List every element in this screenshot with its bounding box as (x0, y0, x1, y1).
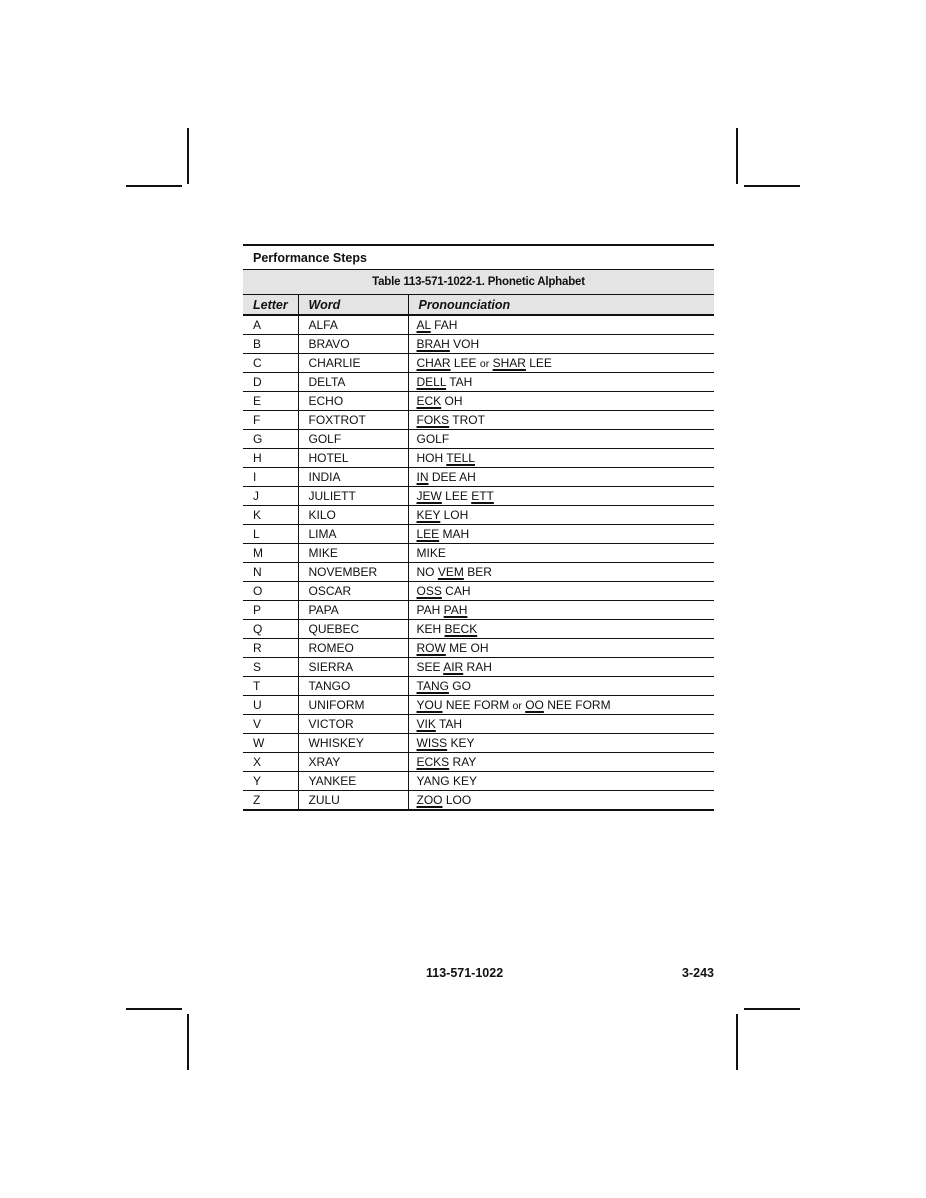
section-title: Performance Steps (243, 245, 714, 270)
pronounciation-segment: OH (441, 394, 463, 408)
table-row (243, 696, 714, 715)
table-row (243, 582, 714, 601)
letter-cell: Q (243, 620, 298, 639)
pronounciation-cell (408, 411, 714, 430)
table-row (243, 525, 714, 544)
crop-mark-bottom-left-horizontal (126, 1008, 182, 1010)
pronounciation-segment: LEE (525, 356, 552, 370)
table-row (243, 354, 714, 373)
stressed-syllable: ECKS (416, 755, 450, 769)
table-header-row (243, 295, 714, 316)
pronounciation-cell (408, 468, 714, 487)
word-cell: ROMEO (298, 639, 408, 658)
letter-cell: J (243, 487, 298, 506)
table-row (243, 639, 714, 658)
letter-cell: H (243, 449, 298, 468)
word-cell: HOTEL (298, 449, 408, 468)
stressed-syllable: YOU (416, 698, 443, 712)
table-row (243, 734, 714, 753)
pronounciation-segment: SEE (416, 660, 444, 674)
table-row (243, 449, 714, 468)
table-row (243, 392, 714, 411)
table-row (243, 791, 714, 811)
word-cell: ZULU (298, 791, 408, 811)
crop-mark-top-right-vertical (736, 128, 738, 184)
column-header-pronounciation: Pronounciation (408, 295, 714, 316)
letter-cell: W (243, 734, 298, 753)
pronounciation-segment: CAH (441, 584, 471, 598)
pronounciation-cell (408, 563, 714, 582)
stressed-syllable: PAH (443, 603, 468, 617)
pronounciation-segment: LEE (450, 356, 480, 370)
stressed-syllable: ZOO (416, 793, 443, 807)
crop-mark-top-left-vertical (187, 128, 189, 184)
stressed-syllable: FOKS (416, 413, 450, 427)
table-row (243, 506, 714, 525)
pronounciation-cell (408, 430, 714, 449)
word-cell: SIERRA (298, 658, 408, 677)
pronounciation-segment: TAH (446, 375, 473, 389)
pronounciation-segment: TROT (449, 413, 485, 427)
table-row (243, 430, 714, 449)
pronounciation-cell (408, 696, 714, 715)
letter-cell: M (243, 544, 298, 563)
table-row (243, 373, 714, 392)
crop-mark-top-right-horizontal (744, 185, 800, 187)
pronounciation-segment: YANG KEY (416, 774, 477, 788)
stressed-syllable: AIR (443, 660, 464, 674)
pronounciation-segment: DEE AH (428, 470, 476, 484)
stressed-syllable: VEM (437, 565, 464, 579)
pronounciation-cell (408, 335, 714, 354)
letter-cell: B (243, 335, 298, 354)
letter-cell: V (243, 715, 298, 734)
pronounciation-segment: GOLF (416, 432, 450, 446)
pronounciation-segment: KEH (416, 622, 445, 636)
table-row (243, 658, 714, 677)
table-row (243, 544, 714, 563)
pronounciation-segment: LEE (441, 489, 472, 503)
pronounciation-cell (408, 582, 714, 601)
word-cell: FOXTROT (298, 411, 408, 430)
pronounciation-cell (408, 373, 714, 392)
word-cell: VICTOR (298, 715, 408, 734)
word-cell: JULIETT (298, 487, 408, 506)
word-cell: WHISKEY (298, 734, 408, 753)
pronounciation-segment: or (479, 358, 490, 370)
crop-mark-bottom-left-vertical (187, 1014, 189, 1070)
pronounciation-cell (408, 791, 714, 811)
stressed-syllable: BECK (444, 622, 478, 636)
table-row (243, 487, 714, 506)
word-cell: OSCAR (298, 582, 408, 601)
pronounciation-cell (408, 772, 714, 791)
word-cell: PAPA (298, 601, 408, 620)
column-header-word: Word (298, 295, 408, 316)
word-cell: NOVEMBER (298, 563, 408, 582)
pronounciation-segment: FAH (430, 318, 458, 332)
table-row (243, 772, 714, 791)
phonetic-alphabet-table (243, 244, 714, 811)
table-row (243, 335, 714, 354)
word-cell: CHARLIE (298, 354, 408, 373)
table-caption: Table 113-571-1022-1. Phonetic Alphabet (243, 270, 714, 295)
stressed-syllable: WISS (416, 736, 448, 750)
pronounciation-segment: LOO (442, 793, 472, 807)
stressed-syllable: ETT (471, 489, 494, 503)
table-body (243, 315, 714, 810)
letter-cell: A (243, 315, 298, 335)
word-cell: INDIA (298, 468, 408, 487)
table-row (243, 468, 714, 487)
table-row (243, 315, 714, 335)
word-cell: UNIFORM (298, 696, 408, 715)
stressed-syllable: ROW (416, 641, 446, 655)
pronounciation-cell (408, 639, 714, 658)
pronounciation-segment: MAH (439, 527, 470, 541)
stressed-syllable: JEW (416, 489, 442, 503)
column-header-letter: Letter (243, 295, 298, 316)
table-row (243, 411, 714, 430)
pronounciation-segment: ME OH (445, 641, 489, 655)
section-title-row (243, 245, 714, 270)
pronounciation-segment: KEY (447, 736, 475, 750)
pronounciation-cell (408, 487, 714, 506)
crop-mark-bottom-right-vertical (736, 1014, 738, 1070)
letter-cell: K (243, 506, 298, 525)
letter-cell: S (243, 658, 298, 677)
table-row (243, 563, 714, 582)
crop-mark-top-left-horizontal (126, 185, 182, 187)
pronounciation-cell (408, 506, 714, 525)
stressed-syllable: TANG (416, 679, 449, 693)
stressed-syllable: LEE (416, 527, 440, 541)
pronounciation-cell (408, 392, 714, 411)
pronounciation-segment: LOH (440, 508, 469, 522)
letter-cell: O (243, 582, 298, 601)
stressed-syllable: ECK (416, 394, 442, 408)
pronounciation-segment: TAH (435, 717, 463, 731)
pronounciation-segment: NO (416, 565, 438, 579)
word-cell: MIKE (298, 544, 408, 563)
pronounciation-cell (408, 734, 714, 753)
pronounciation-segment: HOH (416, 451, 447, 465)
word-cell: TANGO (298, 677, 408, 696)
pronounciation-segment: VOH (449, 337, 480, 351)
crop-mark-bottom-right-horizontal (744, 1008, 800, 1010)
pronounciation-segment: MIKE (416, 546, 446, 560)
stressed-syllable: DELL (416, 375, 447, 389)
table-row (243, 620, 714, 639)
stressed-syllable: OO (525, 698, 544, 712)
letter-cell: T (243, 677, 298, 696)
letter-cell: U (243, 696, 298, 715)
footer-task-number: 113-571-1022 (426, 966, 504, 980)
pronounciation-segment: or (512, 700, 522, 712)
word-cell: ECHO (298, 392, 408, 411)
letter-cell: F (243, 411, 298, 430)
word-cell: XRAY (298, 753, 408, 772)
pronounciation-cell (408, 449, 714, 468)
stressed-syllable: AL (416, 318, 431, 332)
word-cell: ALFA (298, 315, 408, 335)
pronounciation-cell (408, 544, 714, 563)
pronounciation-cell (408, 715, 714, 734)
pronounciation-segment: GO (448, 679, 471, 693)
table-caption-row (243, 270, 714, 295)
pronounciation-cell (408, 658, 714, 677)
pronounciation-cell (408, 753, 714, 772)
letter-cell: R (243, 639, 298, 658)
word-cell: DELTA (298, 373, 408, 392)
stressed-syllable: SHAR (492, 356, 526, 370)
letter-cell: N (243, 563, 298, 582)
pronounciation-cell (408, 354, 714, 373)
pronounciation-segment: BER (463, 565, 492, 579)
letter-cell: G (243, 430, 298, 449)
letter-cell: X (243, 753, 298, 772)
letter-cell: E (243, 392, 298, 411)
pronounciation-segment: RAH (463, 660, 492, 674)
pronounciation-segment: NEE FORM (442, 698, 513, 712)
word-cell: LIMA (298, 525, 408, 544)
stressed-syllable: TELL (446, 451, 475, 465)
word-cell: YANKEE (298, 772, 408, 791)
pronounciation-segment: PAH (416, 603, 444, 617)
pronounciation-cell (408, 601, 714, 620)
footer-page-number: 3-243 (682, 966, 714, 980)
pronounciation-cell (408, 525, 714, 544)
table-row (243, 753, 714, 772)
letter-cell: Y (243, 772, 298, 791)
letter-cell: L (243, 525, 298, 544)
pronounciation-cell (408, 620, 714, 639)
stressed-syllable: KEY (416, 508, 441, 522)
stressed-syllable: OSS (416, 584, 442, 598)
stressed-syllable: BRAH (416, 337, 450, 351)
pronounciation-cell (408, 315, 714, 335)
word-cell: GOLF (298, 430, 408, 449)
table-row (243, 677, 714, 696)
stressed-syllable: CHAR (416, 356, 451, 370)
stressed-syllable: IN (416, 470, 429, 484)
letter-cell: C (243, 354, 298, 373)
pronounciation-segment: NEE FORM (543, 698, 611, 712)
table-row (243, 715, 714, 734)
stressed-syllable: VIK (416, 717, 436, 731)
word-cell: KILO (298, 506, 408, 525)
word-cell: BRAVO (298, 335, 408, 354)
pronounciation-segment: RAY (449, 755, 477, 769)
letter-cell: P (243, 601, 298, 620)
letter-cell: D (243, 373, 298, 392)
letter-cell: I (243, 468, 298, 487)
letter-cell: Z (243, 791, 298, 811)
table-row (243, 601, 714, 620)
pronounciation-cell (408, 677, 714, 696)
word-cell: QUEBEC (298, 620, 408, 639)
